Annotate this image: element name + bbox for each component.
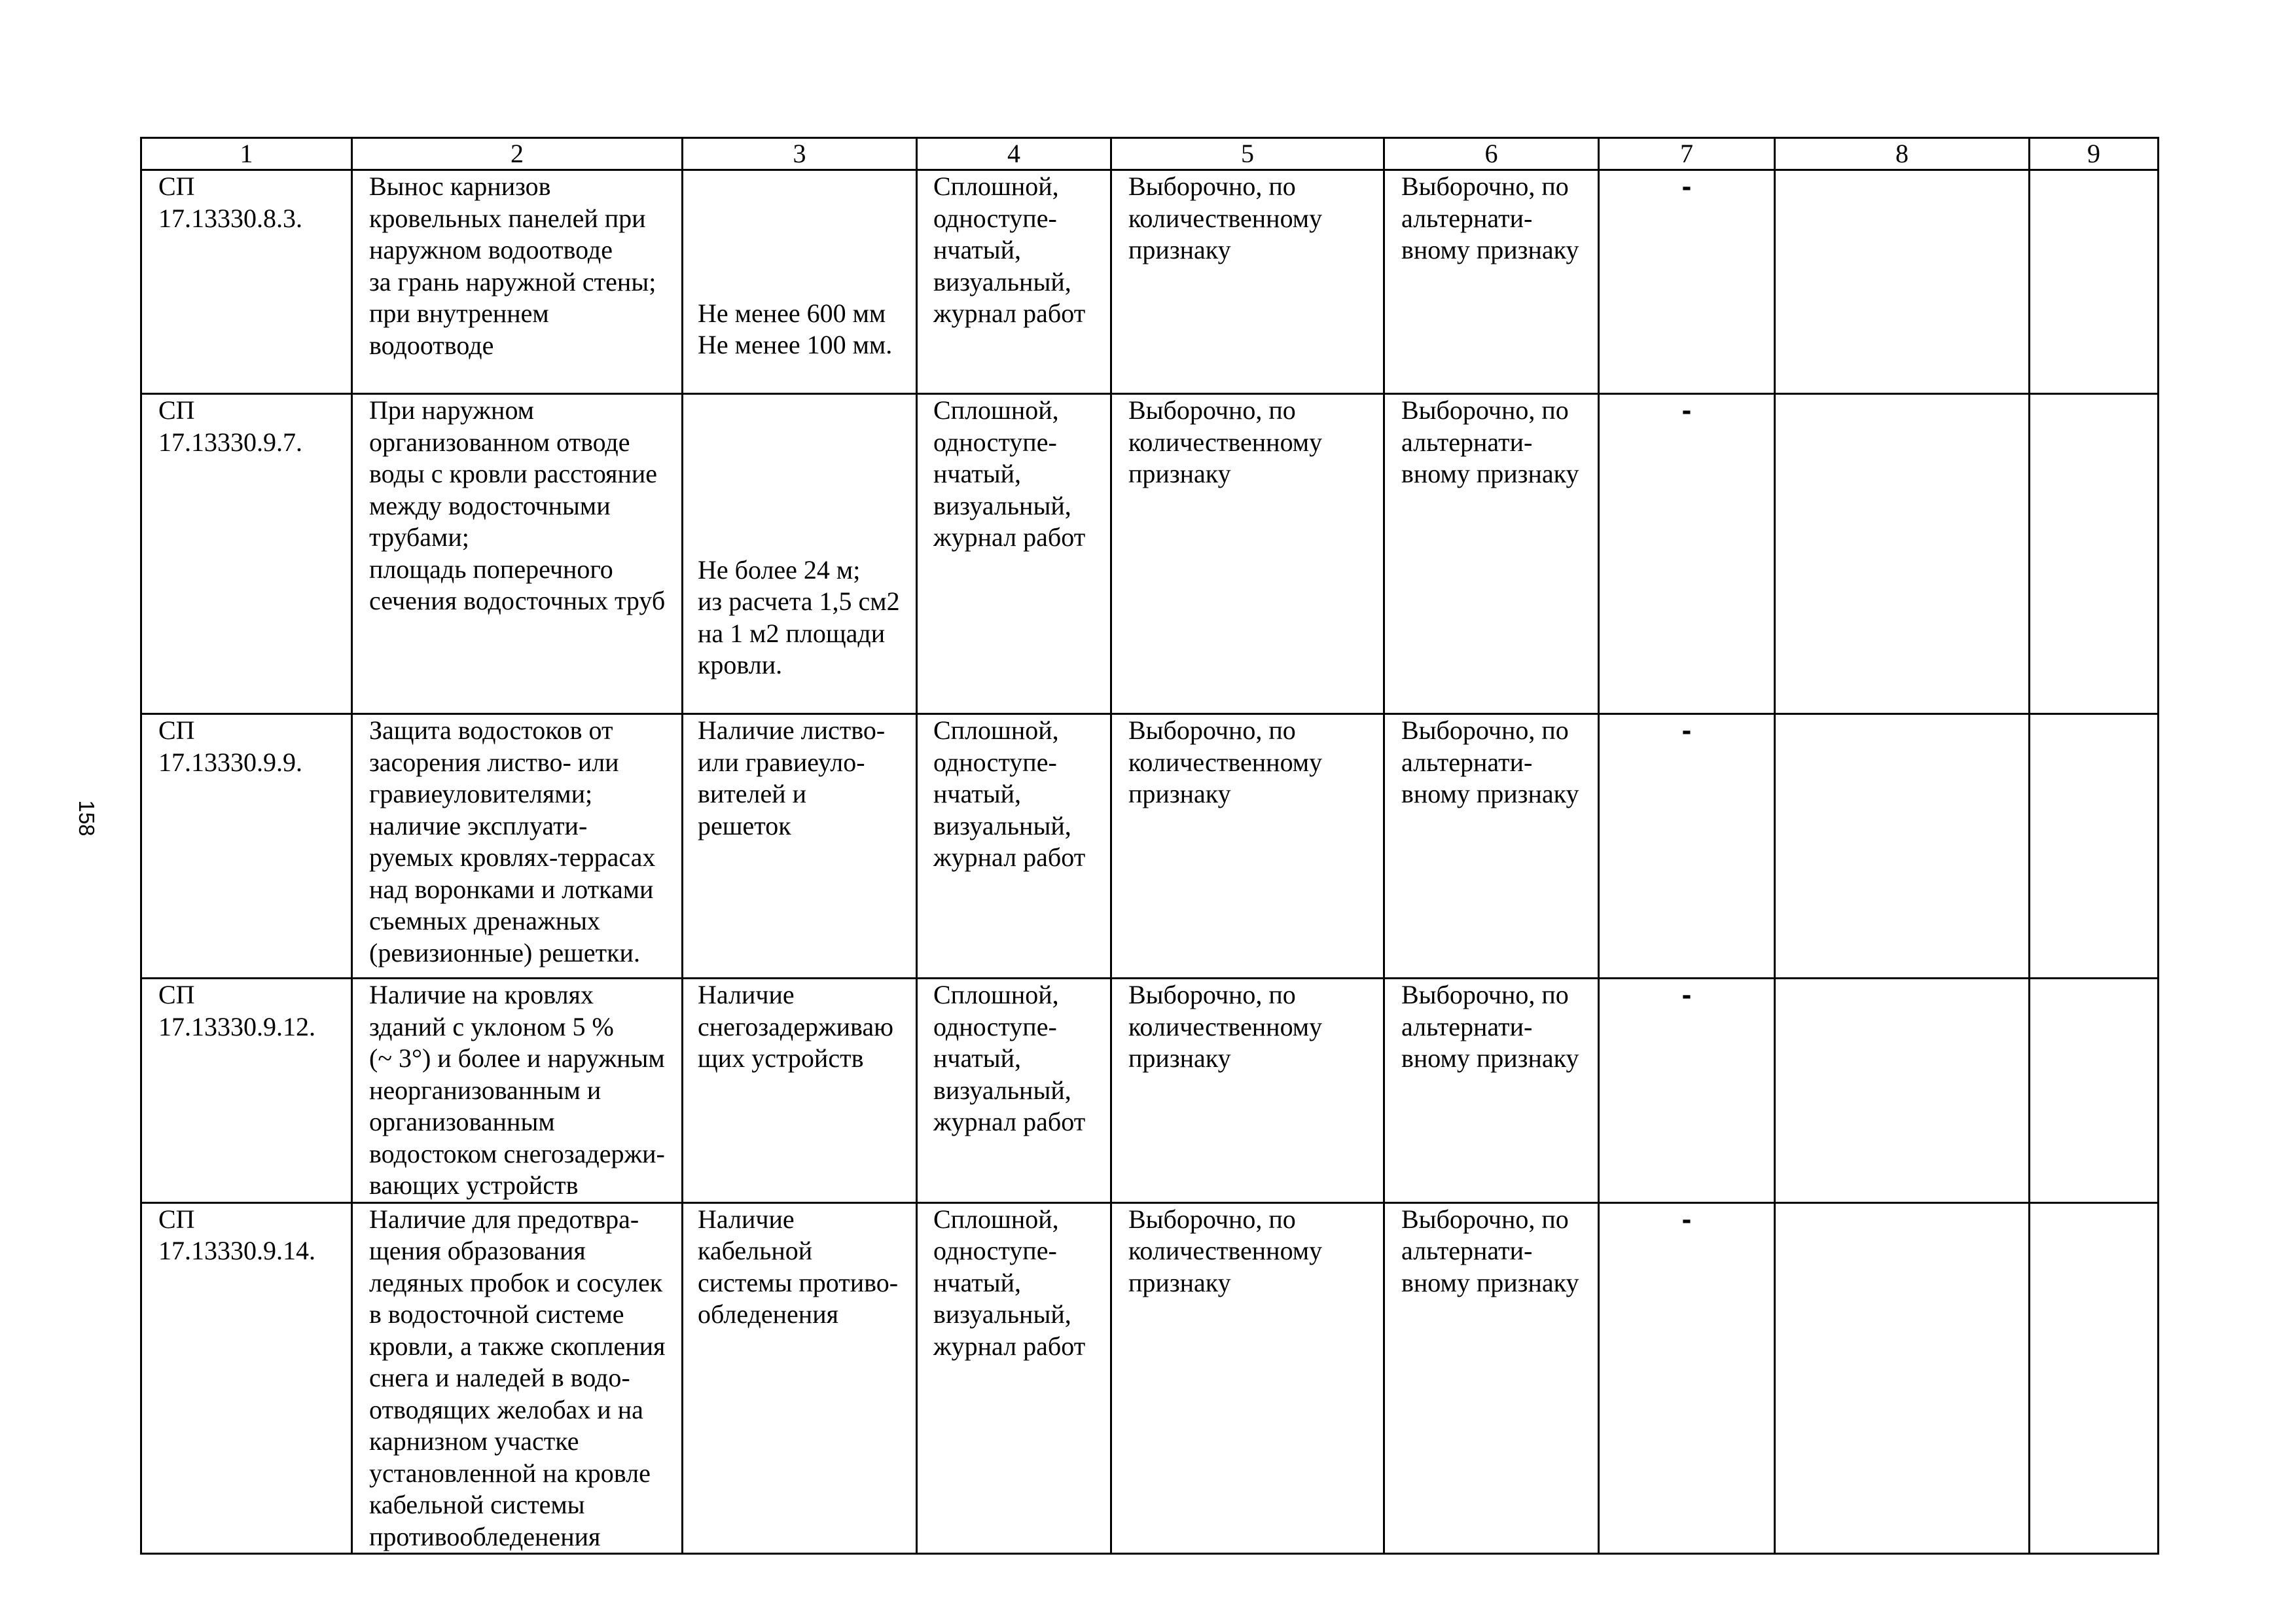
column-number: 6 (1384, 138, 1599, 170)
dash-mark: - (1681, 394, 1692, 426)
column-8-cell (1775, 714, 2030, 979)
limit-value-text: Не менее 600 мм Не менее 100 мм. (698, 298, 893, 359)
assessment-cell: Выборочно, по альтернати- вному признаку (1384, 1202, 1599, 1554)
control-method-cell: Сплошной, одноступе- нчатый, визуальный, журнал работ (917, 394, 1111, 714)
sampling-cell: Выборочно, по количественному признаку (1111, 979, 1384, 1203)
table-row (141, 170, 2159, 394)
column-8-cell (1775, 979, 2030, 1203)
column-7-cell (1599, 979, 1775, 1203)
table-row (141, 394, 2159, 714)
limit-value-text: Не более 24 м; из расчета 1,5 см2 на 1 м2 площади кровли. (698, 554, 900, 679)
column-8-cell (1775, 170, 2030, 394)
requirement-cell: Наличие на кровлях зданий с уклоном 5 % (~ 3°) и более и наружным неорганизованным и организованным водостоком снегозадержи- вающих устройств (352, 979, 683, 1203)
norm-reference-cell: СП 17.13330.9.9. (141, 714, 352, 979)
control-method-cell: Сплошной, одноступе- нчатый, визуальный, журнал работ (917, 170, 1111, 394)
assessment-cell: Выборочно, по альтернати- вному признаку (1384, 979, 1599, 1203)
control-method-cell: Сплошной, одноступе- нчатый, визуальный, журнал работ (917, 1202, 1111, 1554)
norm-reference-cell: СП 17.13330.8.3. (141, 170, 352, 394)
limit-value-cell: Наличие снегозадерживаю щих устройств (683, 979, 917, 1203)
column-number: 3 (683, 138, 917, 170)
sampling-cell: Выборочно, по количественному признаку (1111, 394, 1384, 714)
norm-reference-cell: СП 17.13330.9.14. (141, 1202, 352, 1554)
column-8-cell (1775, 1202, 2030, 1554)
requirement-cell: При наружном организованном отводе воды с кровли расстояние между водосточными трубами; площадь поперечного сечения водосточных труб (352, 394, 683, 714)
dash-mark: - (1681, 170, 1692, 202)
dash-mark: - (1681, 1202, 1692, 1235)
column-number: 1 (141, 138, 352, 170)
requirement-cell: Защита водостоков от засорения листво- или гравиеуловителями; наличие эксплуати- руемых кровлях-террасах над воронками и лотками съемных дренажных (ревизионные) решетки. (352, 714, 683, 979)
limit-value-cell (683, 394, 917, 714)
column-7-cell (1599, 394, 1775, 714)
norm-reference-cell: СП 17.13330.9.7. (141, 394, 352, 714)
limit-value-cell: Наличие кабельной системы противо- обледенения (683, 1202, 917, 1554)
column-9-cell (2030, 979, 2159, 1203)
column-9-cell (2030, 394, 2159, 714)
table-header-row (141, 138, 2159, 170)
dash-mark: - (1681, 979, 1692, 1011)
sampling-cell: Выборочно, по количественному признаку (1111, 1202, 1384, 1554)
column-9-cell (2030, 170, 2159, 394)
column-number: 8 (1775, 138, 2030, 170)
column-9-cell (2030, 714, 2159, 979)
assessment-cell: Выборочно, по альтернати- вному признаку (1384, 170, 1599, 394)
inspection-table (140, 137, 2159, 1555)
page-number-text: 158 (75, 800, 99, 837)
limit-value-cell: Наличие листво- или гравиеуло- вителей и решеток (683, 714, 917, 979)
column-7-cell (1599, 170, 1775, 394)
column-number: 2 (352, 138, 683, 170)
column-7-cell (1599, 714, 1775, 979)
sampling-cell: Выборочно, по количественному признаку (1111, 170, 1384, 394)
control-method-cell: Сплошной, одноступе- нчатый, визуальный, журнал работ (917, 979, 1111, 1203)
assessment-cell: Выборочно, по альтернати- вному признаку (1384, 714, 1599, 979)
table-row (141, 714, 2159, 979)
requirement-cell: Вынос карнизов кровельных панелей при наружном водоотводе за грань наружной стены; при внутреннем водоотводе (352, 170, 683, 394)
norm-reference-cell: СП 17.13330.9.12. (141, 979, 352, 1203)
column-number: 4 (917, 138, 1111, 170)
sampling-cell: Выборочно, по количественному признаку (1111, 714, 1384, 979)
column-number: 5 (1111, 138, 1384, 170)
column-9-cell (2030, 1202, 2159, 1554)
table-row (141, 979, 2159, 1203)
dash-mark: - (1681, 714, 1692, 746)
column-8-cell (1775, 394, 2030, 714)
column-7-cell (1599, 1202, 1775, 1554)
column-number: 9 (2030, 138, 2159, 170)
requirement-cell: Наличие для предотвра- щения образования ледяных пробок и сосулек в водосточной системе кровли, а также скопления снега и наледей в водо- отводящих желобах и на карнизном участке установленной на кровле кабельной системы противообледенения (352, 1202, 683, 1554)
limit-value-cell (683, 170, 917, 394)
control-method-cell: Сплошной, одноступе- нчатый, визуальный, журнал работ (917, 714, 1111, 979)
column-number: 7 (1599, 138, 1775, 170)
assessment-cell: Выборочно, по альтернати- вному признаку (1384, 394, 1599, 714)
table-row (141, 1202, 2159, 1554)
